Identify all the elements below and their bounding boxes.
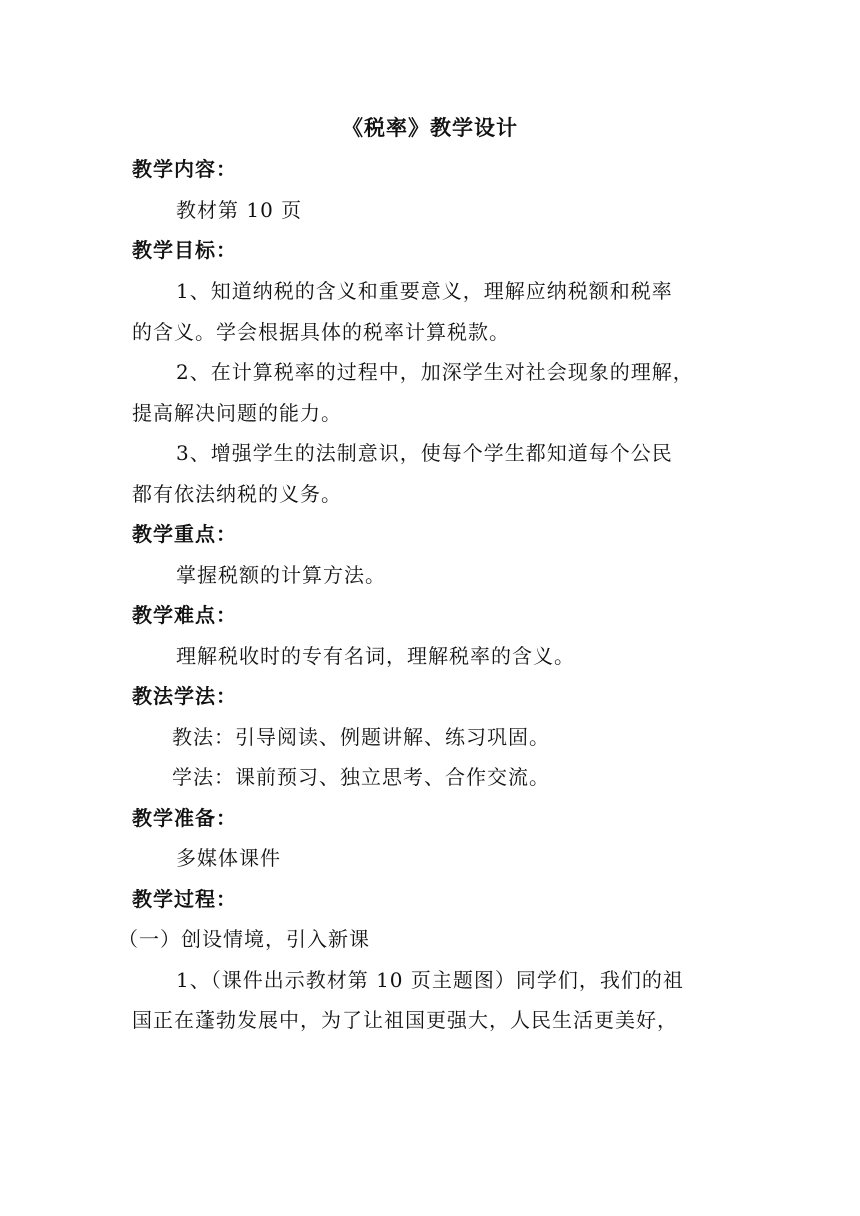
difficulties-heading: 教学难点： [132,603,237,627]
teaching-content-text: 教材第 10 页 [176,198,303,222]
objective-line-2: 的含义。学会根据具体的税率计算税款。 [132,320,510,344]
methods-heading: 教法学法： [132,684,237,708]
teaching-content-heading: 教学内容： [132,157,237,181]
key-points-heading: 教学重点： [132,522,237,546]
objective-line-3: 2、在计算税率的过程中，加深学生对社会现象的理解， [176,360,694,384]
process-heading: 教学过程： [132,887,237,911]
objective-line-1: 1、知道纳税的含义和重要意义，理解应纳税额和税率 [176,279,673,303]
teaching-objectives-heading: 教学目标： [132,238,237,262]
document-title: 《税率》教学设计 [342,115,518,140]
preparation-text: 多媒体课件 [176,846,281,870]
process-line-1: 1、（课件出示教材第 10 页主题图）同学们，我们的祖 [176,968,684,992]
preparation-heading: 教学准备： [132,806,237,830]
objective-line-5: 3、增强学生的法制意识，使每个学生都知道每个公民 [176,441,673,465]
objective-line-6: 都有依法纳税的义务。 [132,482,342,506]
learning-method-text: 学法：课前预习、独立思考、合作交流。 [172,765,550,789]
process-line-2: 国正在蓬勃发展中，为了让祖国更强大，人民生活更美好， [132,1008,678,1032]
objective-line-4: 提高解决问题的能力。 [132,401,342,425]
process-subheading: （一）创设情境，引入新课 [118,927,370,951]
key-points-text: 掌握税额的计算方法。 [176,563,386,587]
difficulties-text: 理解税收时的专有名词，理解税率的含义。 [176,644,575,668]
teaching-method-text: 教法：引导阅读、例题讲解、练习巩固。 [172,725,550,749]
